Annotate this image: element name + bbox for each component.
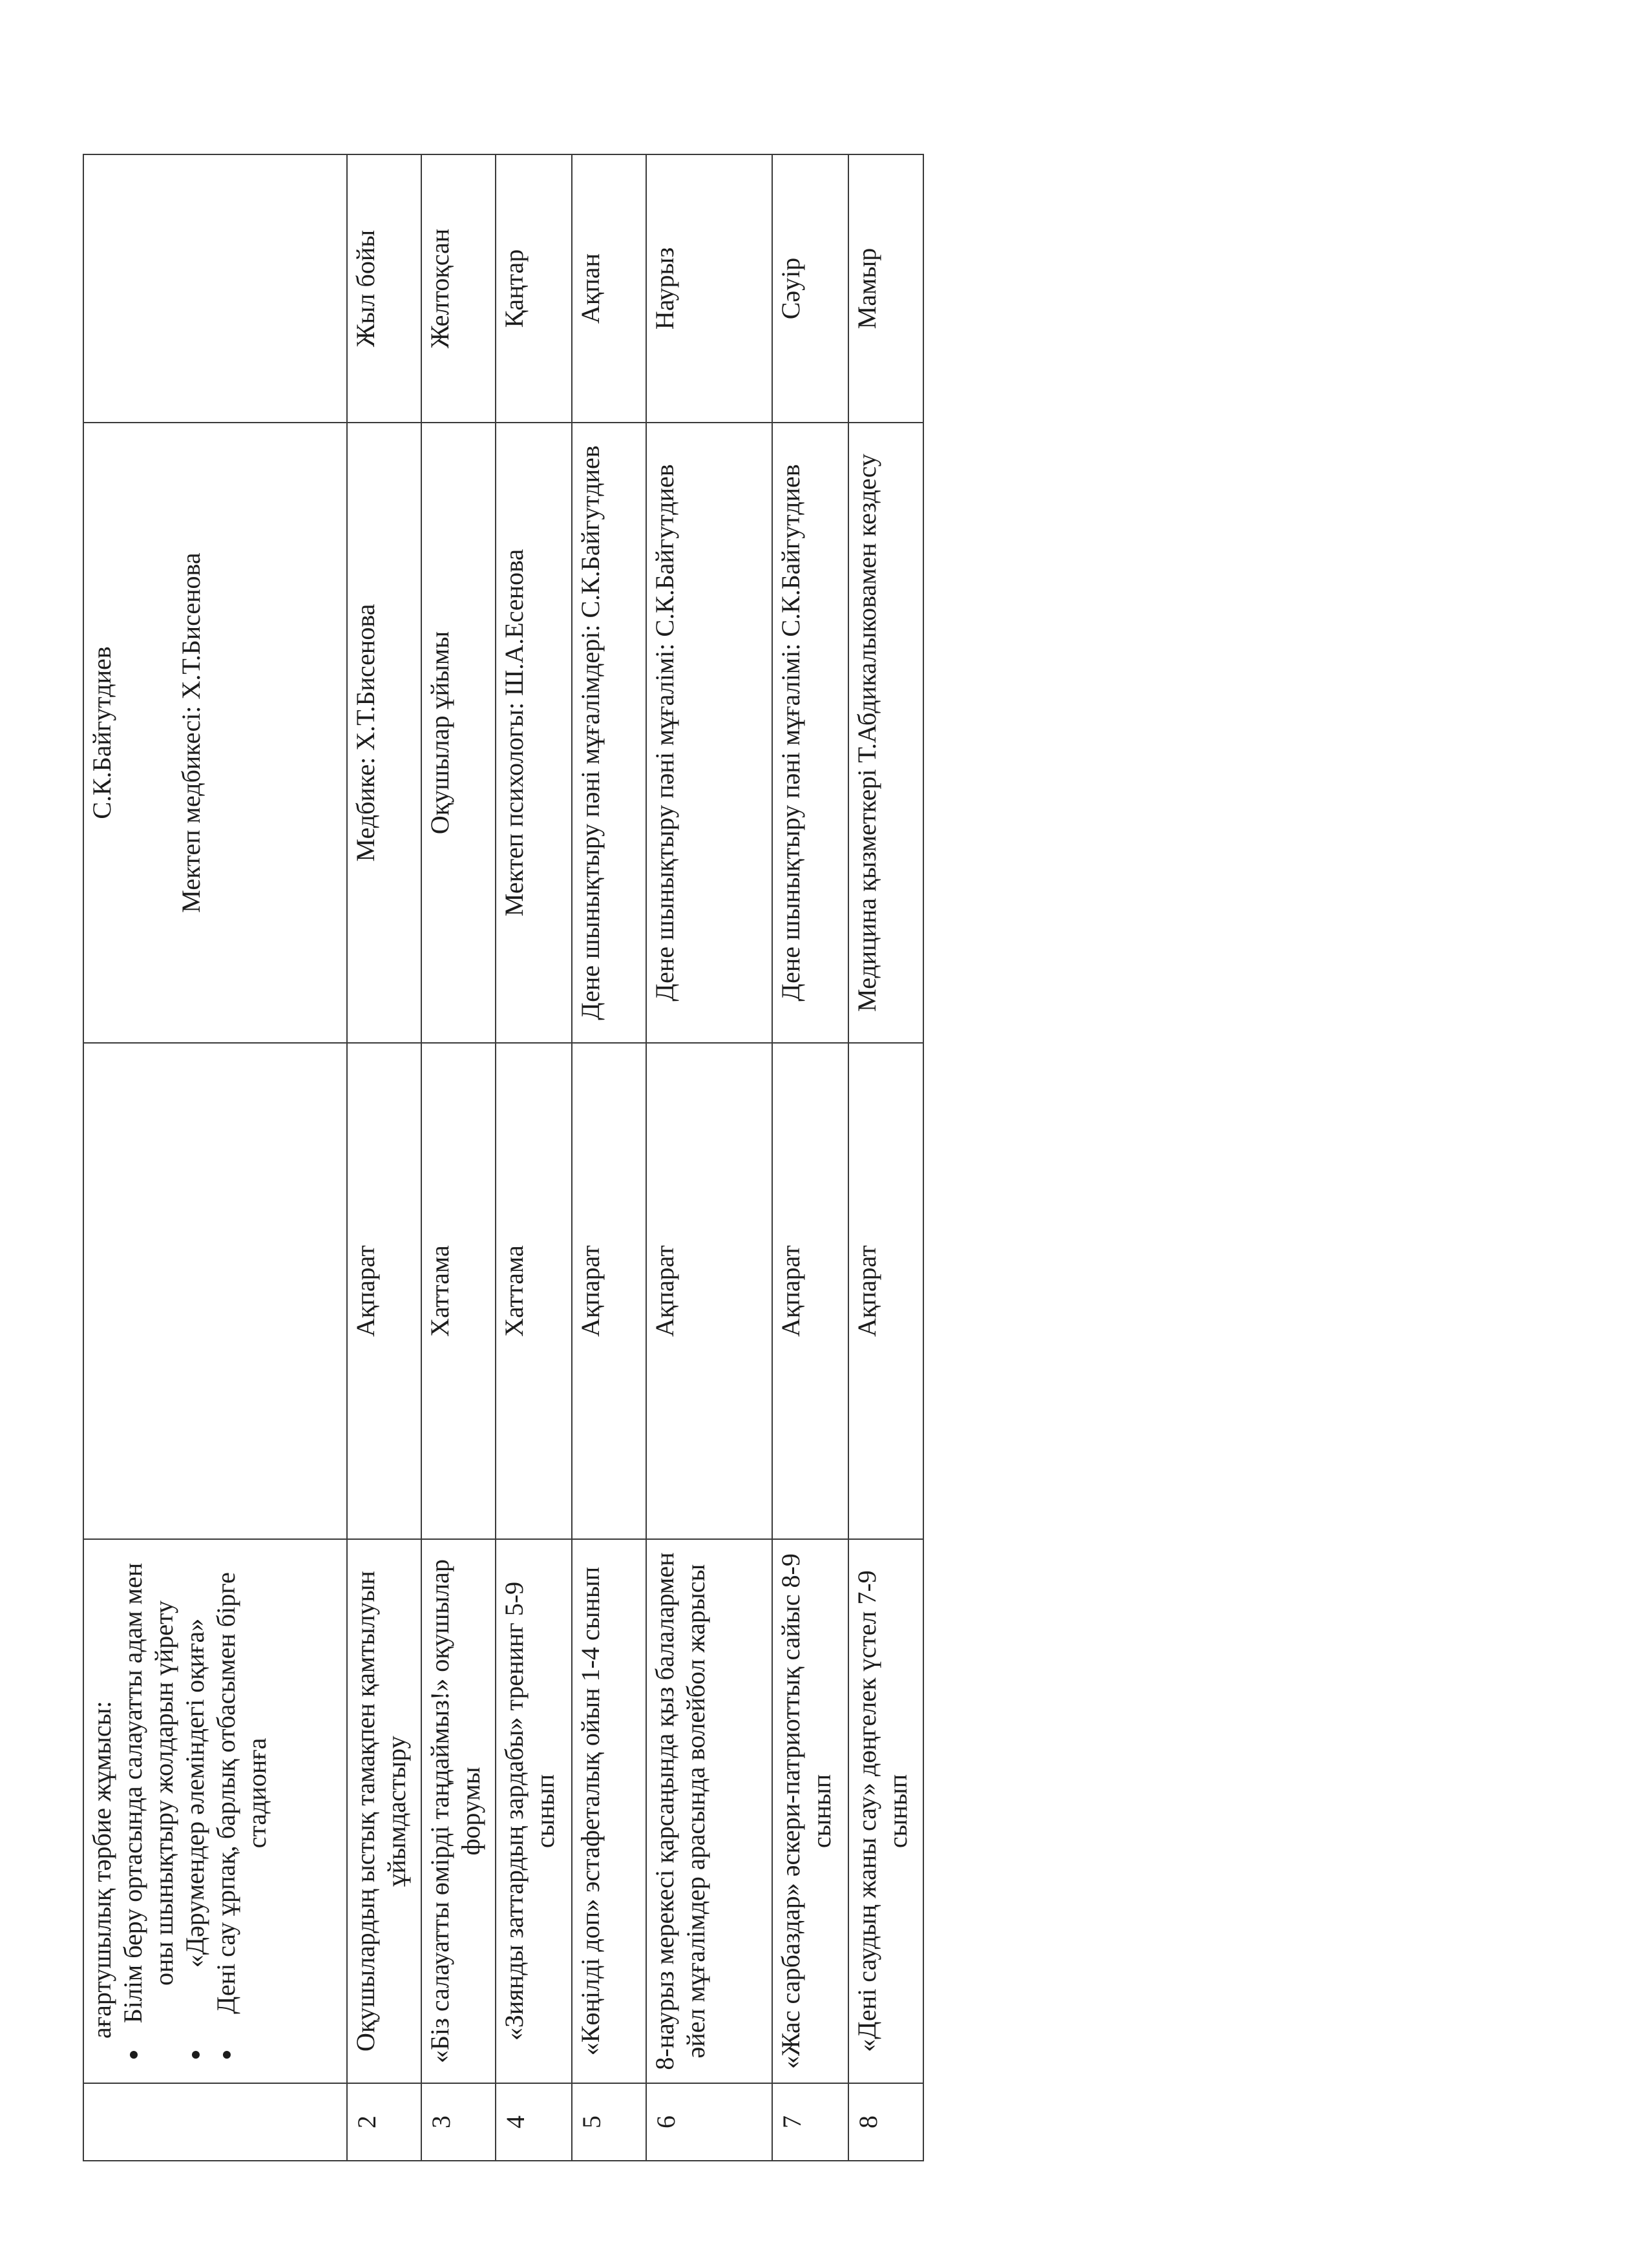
table-row xyxy=(496,154,572,2161)
event-cell: «Дені саудың жаны сау» дөңгелек үстел 7-9 сынып xyxy=(848,1539,923,2083)
date-cell: Жыл бойы xyxy=(347,154,421,423)
table-row xyxy=(572,154,646,2161)
event-cell: «Көңілді доп» эстафеталық ойын 1-4 сынып xyxy=(572,1539,646,2083)
date-cell: Ақпан xyxy=(572,154,646,423)
date-cell xyxy=(83,154,347,423)
responsible-cell: Медбике: Х.Т.Бисенова xyxy=(347,423,421,1043)
list-item: • «Дәрумендер әлеміндегі оқиға» xyxy=(180,1548,211,2039)
event-cell: 8-наурыз мерекесі қарсаңында қыз балалармен әйел мұғалімдер арасында волейбол жарысы xyxy=(646,1539,772,2083)
form-cell: Ақпарат xyxy=(347,1043,421,1539)
event-cell xyxy=(83,1539,347,2083)
event-cell: «Зиянды заттардың зардабы» тренинг 5-9 сынып xyxy=(496,1539,572,2083)
table-row xyxy=(83,154,347,2161)
responsible-cell: Дене шынықтыру пәні мұғалімі: С.К.Байгутдиев xyxy=(772,423,848,1043)
responsible-cell: Оқушылар ұйымы xyxy=(421,423,496,1043)
row-number: 6 xyxy=(646,2083,772,2161)
table-row xyxy=(646,154,772,2161)
date-cell: Мамыр xyxy=(848,154,923,423)
responsible-cell: Дене шынықтыру пәні мұғалімдері: С.К.Байгутдиев xyxy=(572,423,646,1043)
responsible-cell: Дене шынықтыру пәні мұғалімі: С.К.Байгутдиев xyxy=(646,423,772,1043)
row-number: 4 xyxy=(496,2083,572,2161)
table-row xyxy=(347,154,421,2161)
form-cell: Хаттама xyxy=(496,1043,572,1539)
table-row xyxy=(848,154,923,2161)
table-row xyxy=(772,154,848,2161)
plan-table xyxy=(83,154,924,2161)
event-cell: Оқушылардың ыстық тамақпен қамтылуын ұйымдастыру xyxy=(347,1539,421,2083)
date-cell: Сәуір xyxy=(772,154,848,423)
rotated-page xyxy=(83,155,923,2161)
form-cell: Ақпарат xyxy=(646,1043,772,1539)
event-bullet-list xyxy=(118,1548,273,2075)
row-number: 5 xyxy=(572,2083,646,2161)
form-cell: Ақпарат xyxy=(572,1043,646,1539)
responsible-cell: Мектеп психологы: Ш.А.Есенова xyxy=(496,423,572,1043)
event-cell: «Жас сарбаздар» әскери-патриоттық сайыс 8-9 сынып xyxy=(772,1539,848,2083)
form-cell: Хаттама xyxy=(421,1043,496,1539)
date-cell: Желтоқсан xyxy=(421,154,496,423)
list-item: • Білім беру ортасында салауатты адам мен оны шынықтыру жолдарын үйрету xyxy=(118,1548,180,2039)
date-cell: Қаңтар xyxy=(496,154,572,423)
row-number: 8 xyxy=(848,2083,923,2161)
responsible-cell xyxy=(83,423,347,1043)
row-number: 3 xyxy=(421,2083,496,2161)
row-number xyxy=(83,2083,347,2161)
table-row xyxy=(421,154,496,2161)
responsible-cell: Медицина қызметкері Т.Абдикалыковамен кездесу xyxy=(848,423,923,1043)
row-number: 7 xyxy=(772,2083,848,2161)
row-number: 2 xyxy=(347,2083,421,2161)
form-cell xyxy=(83,1043,347,1539)
event-lead: ағартушылық тәрбие жұмысы: xyxy=(87,1701,116,2039)
responsible-bottom: Мектеп медбикесі: Х.Т.Бисенова xyxy=(176,552,205,913)
list-item: • Дені сау ұрпақ, барлық отбасымен бірге стадионға xyxy=(211,1548,273,2039)
form-cell: Ақпарат xyxy=(772,1043,848,1539)
date-cell: Наурыз xyxy=(646,154,772,423)
form-cell: Ақпарат xyxy=(848,1043,923,1539)
responsible-top: С.К.Байгутдиев xyxy=(87,646,116,819)
event-cell: «Біз салауатты өмірді таңдаймыз!» оқушылар форумы xyxy=(421,1539,496,2083)
